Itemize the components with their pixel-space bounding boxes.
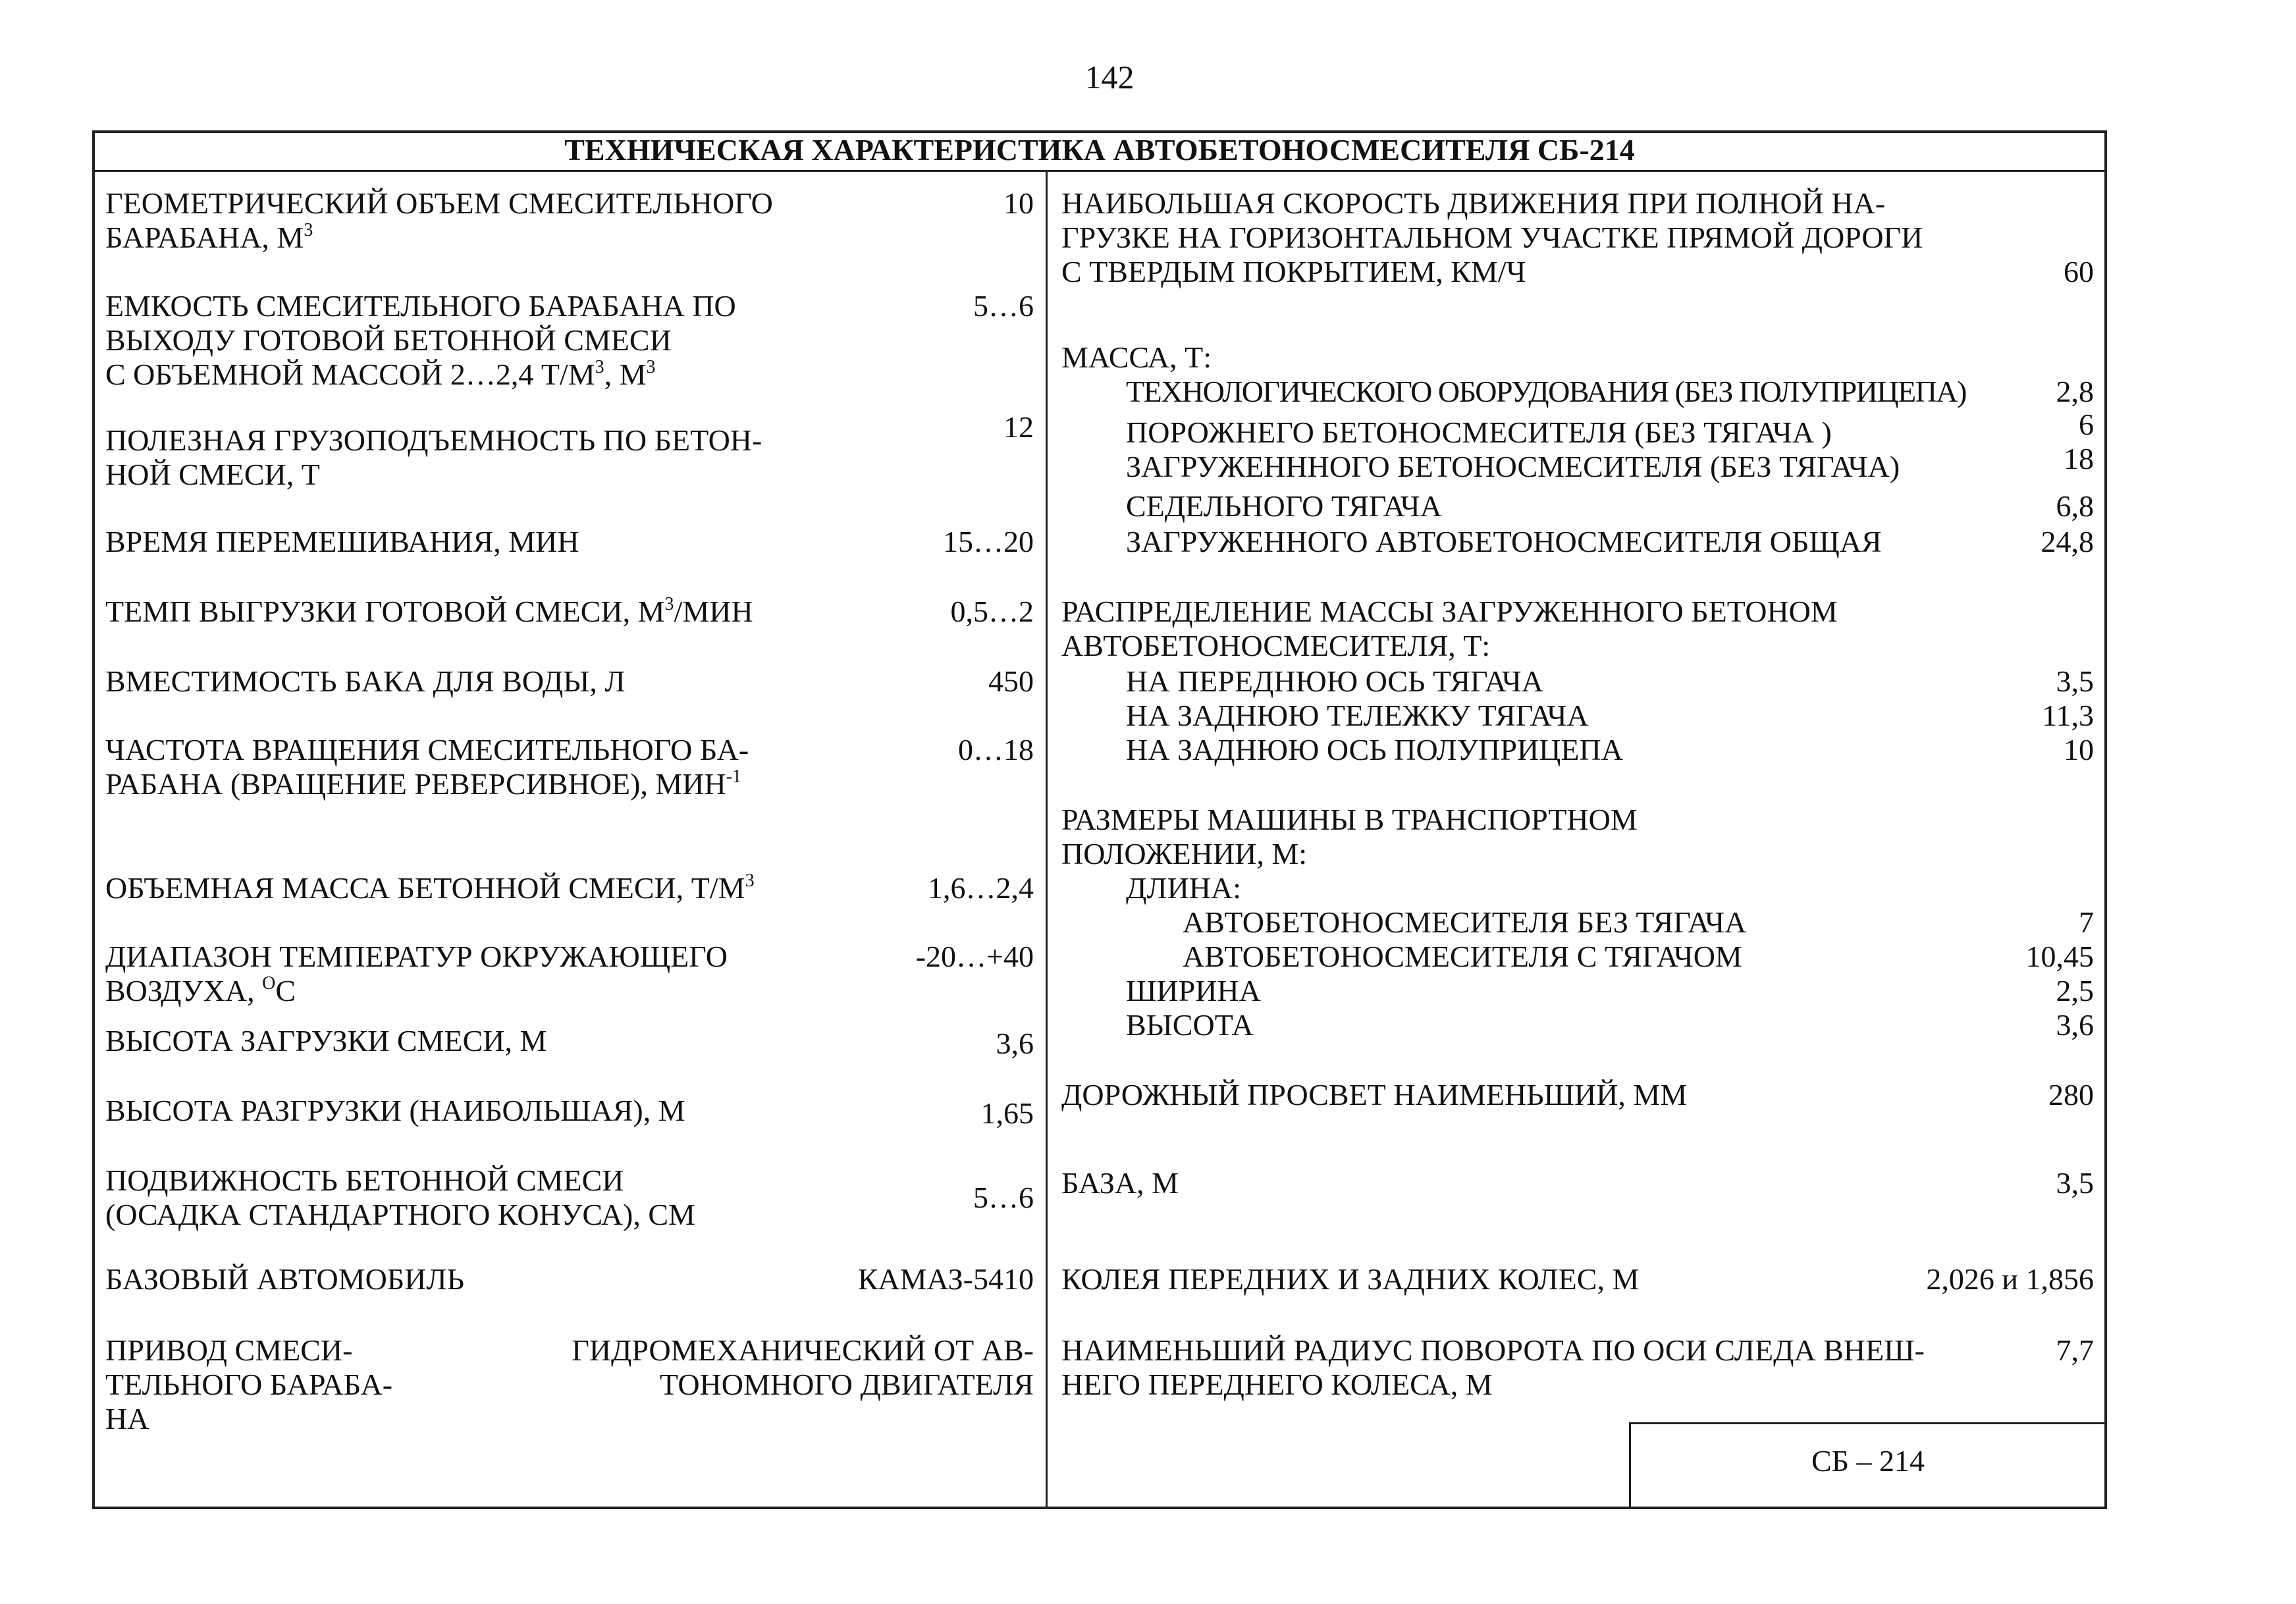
width-label: ШИРИНА <box>1126 974 1261 1007</box>
mass-item-label: ПОРОЖНЕГО БЕТОНОСМЕСИТЕЛЯ (БЕЗ ТЯГАЧА ) <box>1126 415 1832 449</box>
length-with-tractor-value: 10,45 <box>2025 940 2094 973</box>
distribution-item-label: НА ПЕРЕДНЮЮ ОСЬ ТЯГАЧА <box>1126 664 1543 698</box>
turn-radius-label-2: НЕГО ПЕРЕДНЕГО КОЛЕСА, М <box>1061 1368 1493 1401</box>
drive-label-1: ПРИВОД СМЕСИ- <box>105 1333 353 1367</box>
mass-item-value: 18 <box>2064 442 2094 475</box>
mobility-label-1: ПОДВИЖНОСТЬ БЕТОННОЙ СМЕСИ <box>105 1163 624 1197</box>
speed-label-3: С ТВЕРДЫМ ПОКРЫТИЕМ, КМ/Ч <box>1061 255 1526 288</box>
distribution-item-label: НА ЗАДНЮЮ ТЕЛЕЖКУ ТЯГАЧА <box>1126 699 1589 732</box>
width-value: 2,5 <box>2056 974 2094 1007</box>
clearance-value: 280 <box>2048 1078 2094 1111</box>
page-number: 142 <box>1084 59 1135 95</box>
base-vehicle-value: КАМАЗ-5410 <box>857 1262 1034 1296</box>
mobility-value: 5…6 <box>973 1181 1034 1214</box>
rotation-label-2: РАБАНА (ВРАЩЕНИЕ РЕВЕРСИВНОЕ), $МИН^{-1}$ <box>105 766 742 801</box>
column-divider <box>1046 170 1048 1509</box>
stamp-label: СБ – 214 <box>1811 1444 1925 1478</box>
length-with-tractor-label: АВТОБЕТОНОСМЕСИТЕЛЯ С ТЯГАЧОМ <box>1183 940 1742 973</box>
unload-rate-value: 0,5…2 <box>950 595 1034 628</box>
drum-capacity-label-2: ВЫХОДУ ГОТОВОЙ БЕТОННОЙ СМЕСИ <box>105 323 672 357</box>
length-without-tractor-label: АВТОБЕТОНОСМЕСИТЕЛЯ БЕЗ ТЯГАЧА <box>1183 905 1747 939</box>
temperature-label-1: ДИАПАЗОН ТЕМПЕРАТУР ОКРУЖАЮЩЕГО <box>105 940 728 973</box>
title-divider <box>92 170 2107 172</box>
table-title: ТЕХНИЧЕСКАЯ ХАРАКТЕРИСТИКА АВТОБЕТОНОСМЕСИТЕЛЯ СБ-214 <box>564 133 1635 167</box>
drum-capacity-label-3: С ОБЪЕМНОЙ МАССОЙ 2…2,4 $Т/М^3$, $М^3$ <box>105 356 656 391</box>
mass-item-label: ЗАГРУЖЕНННОГО БЕТОНОСМЕСИТЕЛЯ (БЕЗ ТЯГАЧА) <box>1126 450 1900 483</box>
payload-label-1: ПОЛЕЗНАЯ ГРУЗОПОДЪЕМНОСТЬ ПО БЕТОН- <box>105 423 762 457</box>
speed-value: 60 <box>2064 255 2094 288</box>
drive-label-3: НА <box>105 1402 149 1435</box>
distribution-item-value: 3,5 <box>2056 664 2094 698</box>
mass-item-value: 24,8 <box>2041 525 2094 558</box>
mass-header: МАССА, Т: <box>1061 340 1212 374</box>
base-vehicle-label: БАЗОВЫЙ АВТОМОБИЛЬ <box>105 1262 465 1296</box>
track-value: 2,026 и 1,856 <box>1926 1262 2094 1296</box>
speed-label-2: ГРУЗКЕ НА ГОРИЗОНТАЛЬНОМ УЧАСТКЕ ПРЯМОЙ ДОРОГИ <box>1061 221 1923 254</box>
payload-label-2: НОЙ СМЕСИ, Т <box>105 458 320 491</box>
rotation-value: 0…18 <box>958 733 1034 766</box>
temperature-value: -20…+40 <box>915 940 1034 973</box>
stamp-box-top <box>1629 1422 2107 1424</box>
track-label: КОЛЕЯ ПЕРЕДНИХ И ЗАДНИХ КОЛЕС, М <box>1061 1262 1640 1296</box>
water-tank-value: 450 <box>988 664 1034 698</box>
turn-radius-label-1: НАИМЕНЬШИЙ РАДИУС ПОВОРОТА ПО ОСИ СЛЕДА ВНЕШ- <box>1061 1333 1925 1367</box>
drive-value-2: ТОНОМНОГО ДВИГАТЕЛЯ <box>659 1368 1034 1401</box>
payload-value: 12 <box>1003 410 1034 444</box>
mixing-time-label: ВРЕМЯ ПЕРЕМЕШИВАНИЯ, МИН <box>105 525 579 558</box>
drum-capacity-value: 5…6 <box>973 289 1034 323</box>
load-height-label: ВЫСОТА ЗАГРУЗКИ СМЕСИ, М <box>105 1024 547 1057</box>
rotation-label-1: ЧАСТОТА ВРАЩЕНИЯ СМЕСИТЕЛЬНОГО БА- <box>105 733 749 766</box>
drum-volume-value: 10 <box>1003 186 1034 220</box>
speed-label-1: НАИБОЛЬШАЯ СКОРОСТЬ ДВИЖЕНИЯ ПРИ ПОЛНОЙ НА- <box>1061 186 1886 220</box>
turn-radius-value: 7,7 <box>2056 1333 2094 1367</box>
length-header: ДЛИНА: <box>1126 871 1242 905</box>
dimensions-label-2: ПОЛОЖЕНИИ, М: <box>1061 837 1308 870</box>
height-value: 3,6 <box>2056 1008 2094 1042</box>
clearance-label: ДОРОЖНЫЙ ПРОСВЕТ НАИМЕНЬШИЙ, ММ <box>1061 1078 1688 1111</box>
temperature-label-2: ВОЗДУХА, $^O$С <box>105 973 296 1007</box>
drum-volume-label-1: ГЕОМЕТРИЧЕСКИЙ ОБЪЕМ СМЕСИТЕЛЬНОГО <box>105 186 773 220</box>
distribution-item-value: 11,3 <box>2042 699 2094 732</box>
mass-item-value: 6,8 <box>2056 489 2094 523</box>
distribution-item-label: НА ЗАДНЮЮ ОСЬ ПОЛУПРИЦЕПА <box>1126 733 1623 766</box>
dimensions-label-1: РАЗМЕРЫ МАШИНЫ В ТРАНСПОРТНОМ <box>1061 803 1638 836</box>
length-without-tractor-value: 7 <box>2079 905 2094 939</box>
height-label: ВЫСОТА <box>1126 1008 1254 1042</box>
mass-item-value: 6 <box>2079 408 2094 441</box>
unload-rate-label: ТЕМП ВЫГРУЗКИ ГОТОВОЙ СМЕСИ, $М^3$/МИН <box>105 593 753 628</box>
mass-item-label: ТЕХНОЛОГИЧЕСКОГО ОБОРУДОВАНИЯ (БЕЗ ПОЛУПРИЦЕПА) <box>1126 375 1966 408</box>
drive-value-1: ГИДРОМЕХАНИЧЕСКИЙ ОТ АВ- <box>572 1333 1034 1367</box>
drum-capacity-label-1: ЕМКОСТЬ СМЕСИТЕЛЬНОГО БАРАБАНА ПО <box>105 289 736 323</box>
mobility-label-2: (ОСАДКА СТАНДАРТНОГО КОНУСА), СМ <box>105 1198 695 1231</box>
water-tank-label: ВМЕСТИМОСТЬ БАКА ДЛЯ ВОДЫ, Л <box>105 664 626 698</box>
distribution-item-value: 10 <box>2064 733 2094 766</box>
wheelbase-value: 3,5 <box>2056 1166 2094 1200</box>
load-height-value: 3,6 <box>996 1027 1034 1060</box>
mass-item-value: 2,8 <box>2056 375 2094 408</box>
mixing-time-value: 15…20 <box>943 525 1034 558</box>
distribution-label-1: РАСПРЕДЕЛЕНИЕ МАССЫ ЗАГРУЖЕННОГО БЕТОНОМ <box>1061 595 1838 628</box>
unload-height-label: ВЫСОТА РАЗГРУЗКИ (НАИБОЛЬШАЯ), М <box>105 1094 685 1127</box>
drive-label-2: ТЕЛЬНОГО БАРАБА- <box>105 1368 393 1401</box>
mass-item-label: СЕДЕЛЬНОГО ТЯГАЧА <box>1126 489 1442 523</box>
drum-volume-label-2: БАРАБАНА, $М^3$ <box>105 219 313 254</box>
unload-height-value: 1,65 <box>980 1096 1034 1130</box>
wheelbase-label: БАЗА, М <box>1061 1166 1179 1200</box>
distribution-label-2: АВТОБЕТОНОСМЕСИТЕЛЯ, Т: <box>1061 629 1491 662</box>
density-value: 1,6…2,4 <box>928 871 1034 905</box>
mass-item-label: ЗАГРУЖЕННОГО АВТОБЕТОНОСМЕСИТЕЛЯ ОБЩАЯ <box>1126 525 1882 558</box>
density-label: ОБЪЕМНАЯ МАССА БЕТОННОЙ СМЕСИ, $Т/М^3$ <box>105 870 755 905</box>
